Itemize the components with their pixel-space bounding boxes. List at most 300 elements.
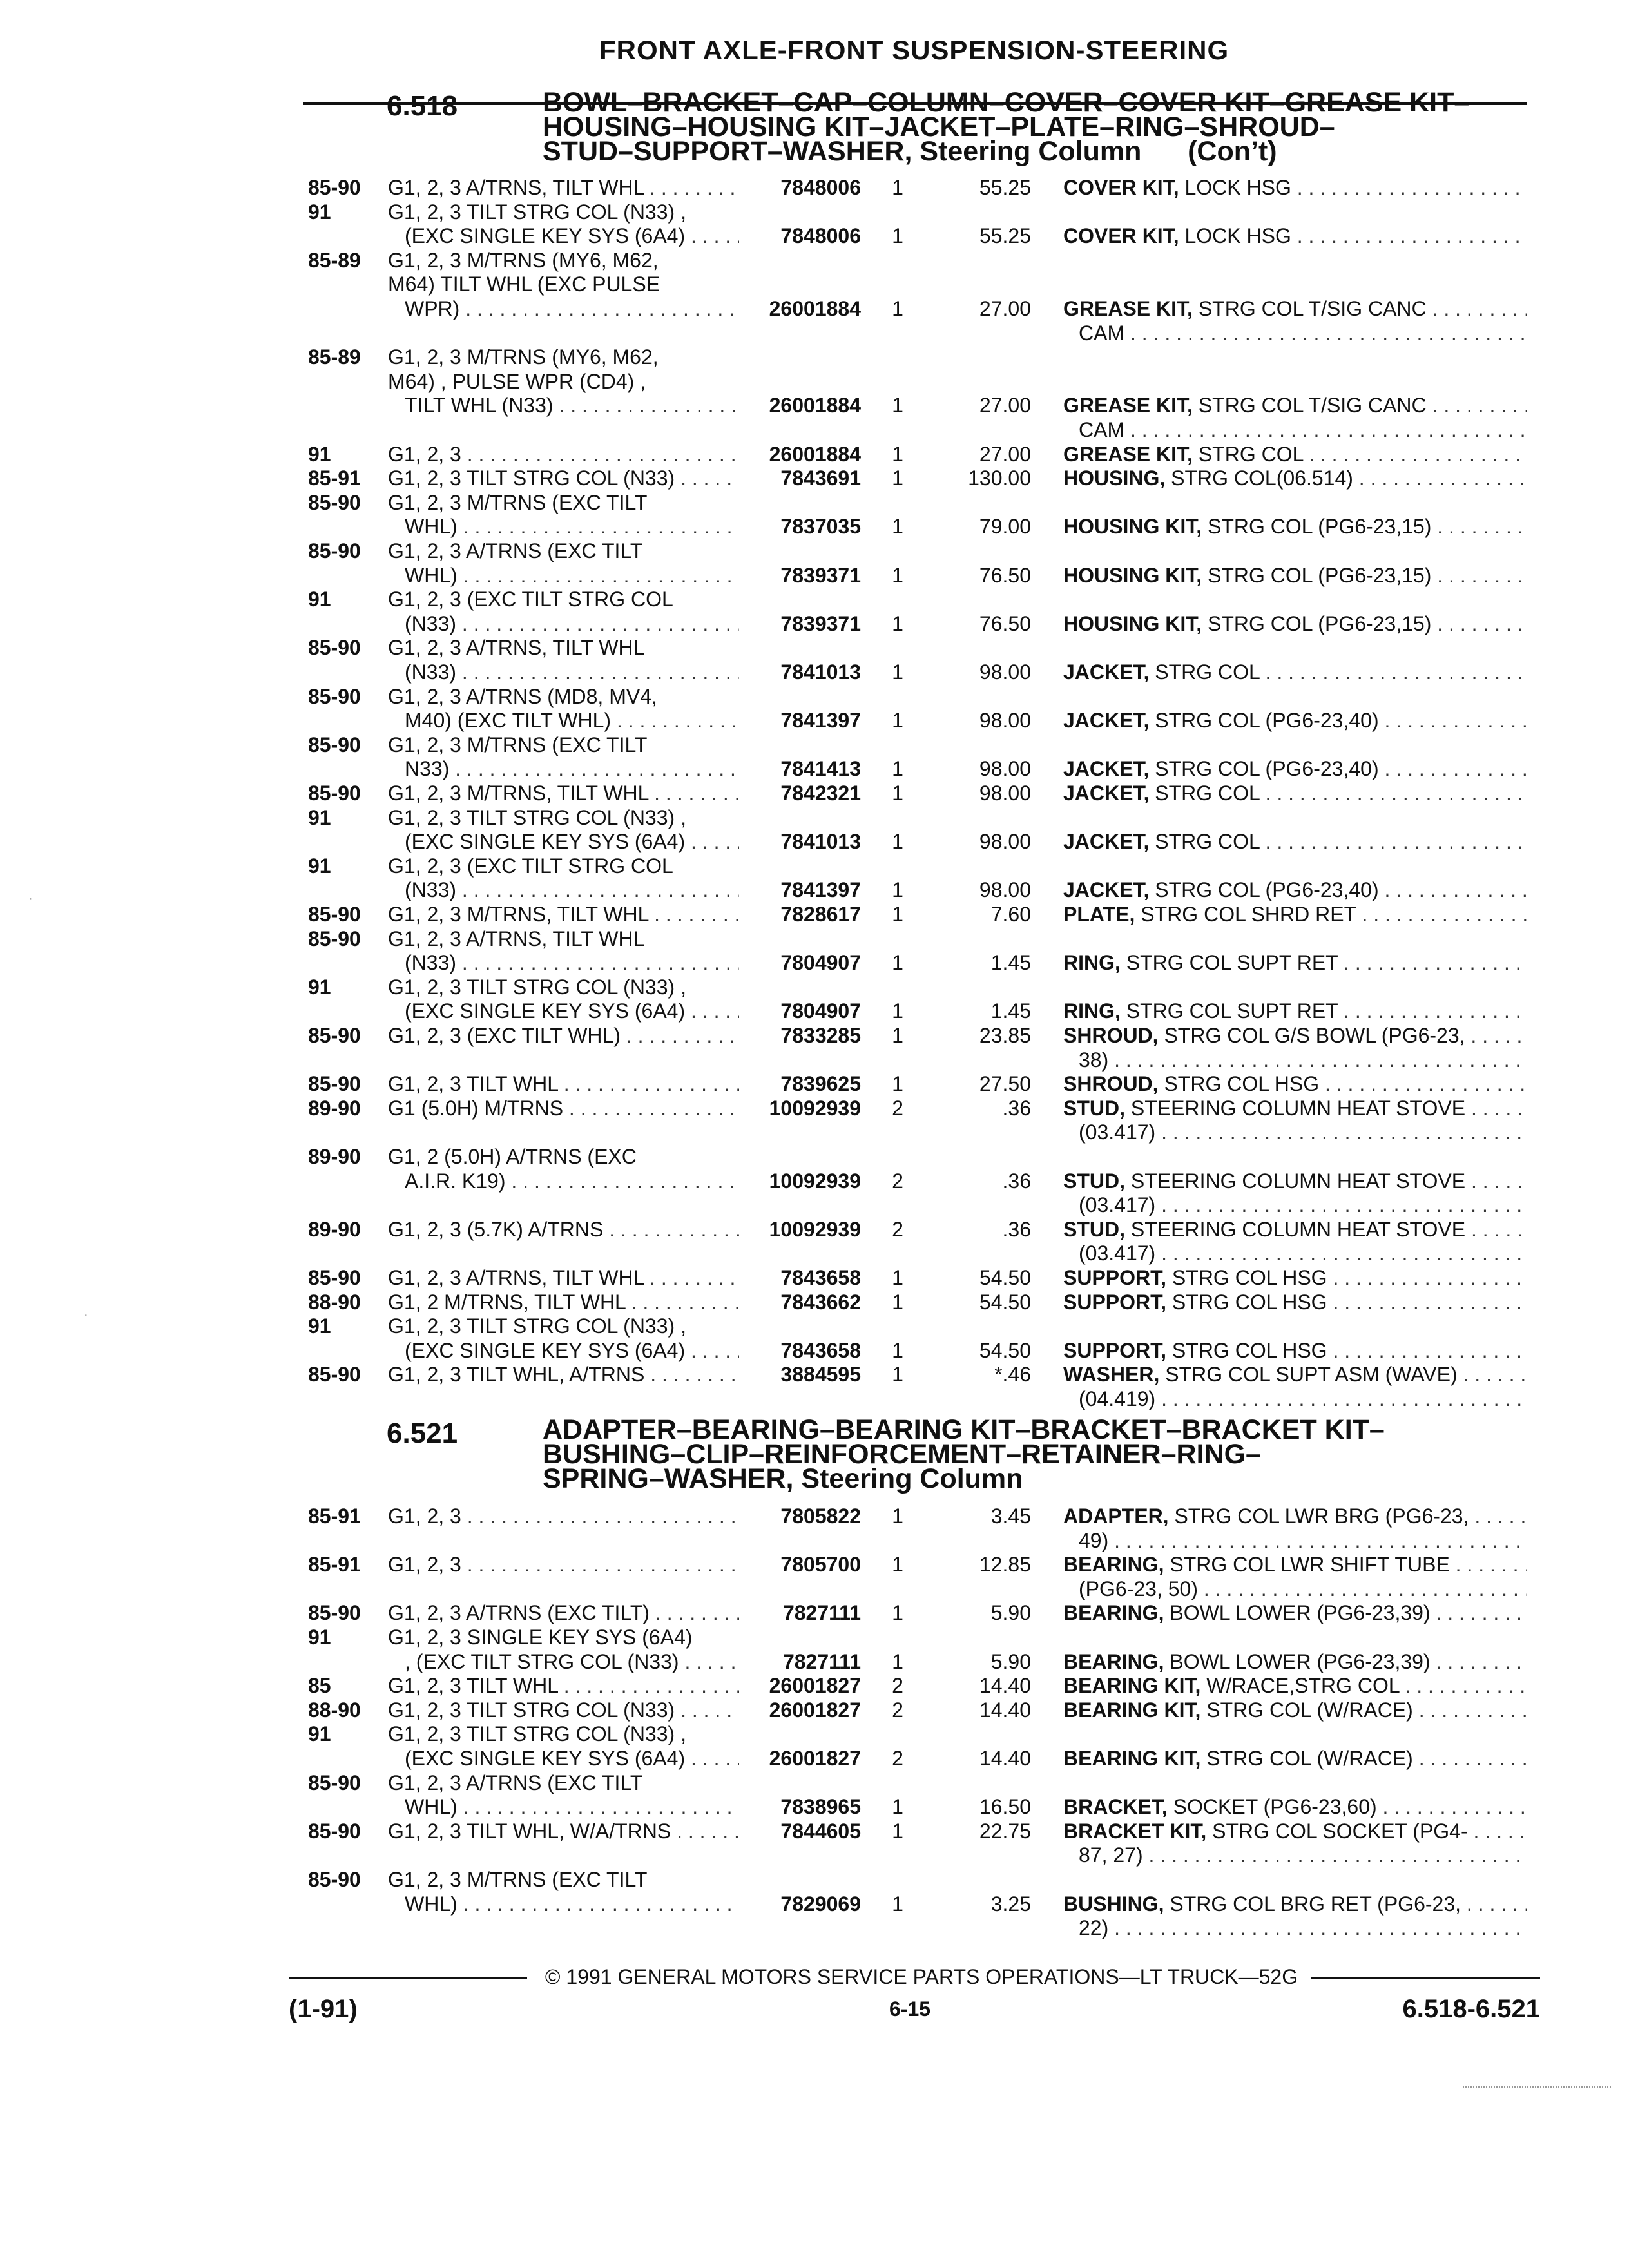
model-year: 91 bbox=[308, 1626, 331, 1649]
part-description bbox=[1063, 756, 1527, 781]
section-number: 6.521 bbox=[387, 1418, 458, 1449]
part-name: GREASE KIT, bbox=[1063, 442, 1193, 466]
quantity: 1 bbox=[892, 1266, 903, 1289]
model-year: 85-89 bbox=[308, 248, 361, 272]
price: .36 bbox=[1002, 1096, 1031, 1120]
part-number: 3884595 bbox=[780, 1363, 861, 1387]
table-row bbox=[0, 1290, 1629, 1314]
table-row bbox=[0, 321, 1629, 345]
model-year: 85-90 bbox=[308, 176, 361, 199]
table-row bbox=[0, 878, 1629, 902]
part-name: STUD, bbox=[1063, 1169, 1125, 1193]
application: G1, 2, 3 TILT STRG COL (N33) . . . bbox=[388, 1698, 739, 1722]
quantity: 2 bbox=[892, 1169, 903, 1193]
part-description bbox=[1063, 1552, 1527, 1577]
application: M64) , PULSE WPR (CD4) , bbox=[388, 369, 646, 393]
part-number: 26001884 bbox=[769, 442, 861, 466]
table-row bbox=[0, 1746, 1629, 1771]
table-row bbox=[0, 1023, 1629, 1048]
quantity: 2 bbox=[892, 1096, 903, 1120]
part-detail: STRG COL SUPT ASM (WAVE) bbox=[1159, 1363, 1458, 1387]
section-title-line bbox=[543, 1463, 1535, 1494]
table-row bbox=[0, 1314, 1629, 1338]
table-row bbox=[0, 1048, 1629, 1072]
part-detail: STRG COL SHRD RET bbox=[1135, 903, 1356, 926]
application: (N33) . . . bbox=[405, 878, 739, 902]
price: 14.40 bbox=[979, 1747, 1031, 1770]
application: G1, 2, 3 (EXC TILT STRG COL bbox=[388, 588, 673, 611]
quantity: 1 bbox=[892, 442, 903, 466]
table-row bbox=[0, 393, 1629, 418]
price: 98.00 bbox=[979, 757, 1031, 781]
table-row bbox=[0, 1600, 1629, 1625]
application: G1, 2 M/TRNS, TILT WHL . . . bbox=[388, 1290, 739, 1314]
section-title bbox=[543, 87, 1535, 167]
part-number: 7841413 bbox=[780, 757, 861, 781]
table-row bbox=[0, 854, 1629, 878]
price: *.46 bbox=[994, 1363, 1031, 1387]
part-detail: LOCK HSG bbox=[1179, 176, 1291, 199]
application: G1, 2 (5.0H) A/TRNS (EXC bbox=[388, 1145, 637, 1168]
price: 98.00 bbox=[979, 830, 1031, 854]
part-detail: STRG COL (PG6-23,40) bbox=[1149, 878, 1379, 902]
part-description bbox=[1063, 466, 1527, 490]
part-detail: STRG COL (W/RACE) bbox=[1200, 1747, 1413, 1770]
part-number: 7843658 bbox=[780, 1338, 861, 1362]
part-number: 7842321 bbox=[780, 782, 861, 805]
table-row bbox=[0, 1144, 1629, 1169]
application: G1, 2, 3 A/TRNS (EXC TILT) . . . bbox=[388, 1600, 739, 1625]
application: M64) TILT WHL (EXC PULSE bbox=[388, 273, 660, 296]
part-number: 26001827 bbox=[769, 1674, 861, 1698]
part-description bbox=[1063, 781, 1527, 805]
part-name: BEARING, bbox=[1063, 1553, 1164, 1577]
price: 14.40 bbox=[979, 1674, 1031, 1698]
table-row bbox=[0, 418, 1629, 442]
application: (N33) . . . bbox=[405, 950, 739, 975]
price: 98.00 bbox=[979, 878, 1031, 902]
table-row bbox=[0, 1892, 1629, 1916]
price: 27.50 bbox=[979, 1072, 1031, 1096]
part-name: JACKET, bbox=[1063, 757, 1150, 781]
scan-artifact-dot: · bbox=[84, 1308, 88, 1322]
part-name: JACKET, bbox=[1063, 782, 1150, 805]
part-number: 7805700 bbox=[780, 1553, 861, 1577]
part-description bbox=[1063, 224, 1527, 248]
part-detail: BOWL LOWER (PG6-23,39) bbox=[1164, 1601, 1431, 1625]
application: G1, 2, 3 M/TRNS (EXC TILT bbox=[388, 733, 648, 756]
table-row bbox=[0, 756, 1629, 781]
model-year: 85-90 bbox=[308, 927, 361, 950]
table-row bbox=[0, 927, 1629, 951]
part-description bbox=[1063, 902, 1527, 927]
application: G1, 2, 3 (EXC TILT WHL) . . . bbox=[388, 1023, 739, 1048]
model-year: 85-90 bbox=[308, 903, 361, 926]
application: A.I.R. K19) . . . bbox=[405, 1169, 739, 1193]
part-detail: STRG COL (PG6-23,15) bbox=[1202, 563, 1432, 587]
part-description bbox=[1063, 1892, 1527, 1916]
part-detail: STRG COL T/SIG CANC bbox=[1192, 394, 1427, 418]
part-name: JACKET, bbox=[1063, 660, 1150, 684]
table-row bbox=[0, 1217, 1629, 1242]
part-description bbox=[1063, 1698, 1527, 1722]
price: 54.50 bbox=[979, 1338, 1031, 1362]
quantity: 1 bbox=[892, 563, 903, 587]
model-year: 88-90 bbox=[308, 1290, 361, 1314]
footer-date: (1-91) bbox=[289, 1995, 358, 2023]
part-number: 7841397 bbox=[780, 878, 861, 902]
application: G1, 2, 3 A/TRNS, TILT WHL . . . bbox=[388, 1265, 739, 1290]
part-number: 7827111 bbox=[782, 1601, 861, 1625]
application: WHL) . . . bbox=[405, 1794, 739, 1819]
part-name: SUPPORT, bbox=[1063, 1338, 1167, 1362]
part-description-cont: CAM . . . bbox=[1079, 321, 1527, 345]
table-row bbox=[0, 272, 1629, 296]
quantity: 1 bbox=[892, 611, 903, 635]
table-row bbox=[0, 999, 1629, 1023]
part-number: 7848006 bbox=[780, 176, 861, 199]
model-year: 88-90 bbox=[308, 1698, 361, 1722]
model-year: 91 bbox=[308, 588, 331, 611]
application: (EXC SINGLE KEY SYS (6A4) . . . bbox=[405, 1746, 739, 1771]
part-detail: STRG COL (PG6-23,15) bbox=[1202, 515, 1432, 539]
application: G1, 2, 3 TILT WHL . . . bbox=[388, 1673, 739, 1698]
quantity: 1 bbox=[892, 903, 903, 926]
part-number: 10092939 bbox=[769, 1169, 861, 1193]
price: 98.00 bbox=[979, 660, 1031, 684]
price: 14.40 bbox=[979, 1698, 1031, 1722]
part-name: BEARING KIT, bbox=[1063, 1674, 1201, 1698]
model-year: 85-90 bbox=[308, 1266, 361, 1289]
part-detail: STRG COL LWR SHIFT TUBE bbox=[1164, 1553, 1450, 1577]
model-year: 85 bbox=[308, 1674, 331, 1698]
price: .36 bbox=[1002, 1217, 1031, 1241]
part-description-cont: 22) . . . bbox=[1079, 1916, 1527, 1940]
application: G1, 2, 3 . . . bbox=[388, 1552, 739, 1577]
application: G1, 2, 3 SINGLE KEY SYS (6A4) bbox=[388, 1626, 693, 1649]
part-description bbox=[1063, 1265, 1527, 1290]
part-name: ADAPTER, bbox=[1063, 1504, 1169, 1528]
part-name: JACKET, bbox=[1063, 709, 1150, 733]
application: G1, 2, 3 (5.7K) A/TRNS . . . bbox=[388, 1217, 739, 1242]
part-name: PLATE, bbox=[1063, 903, 1135, 926]
section-title-line: BOWL–BRACKET–CAP–COLUMN–COVER–COVER KIT–GREASE KIT– bbox=[543, 87, 1470, 118]
table-row bbox=[0, 1819, 1629, 1843]
price: 76.50 bbox=[979, 611, 1031, 635]
table-row bbox=[0, 490, 1629, 515]
footer-rule-right bbox=[1311, 1977, 1540, 1979]
model-year: 85-90 bbox=[308, 1868, 361, 1891]
part-detail: W/RACE,STRG COL bbox=[1200, 1674, 1400, 1698]
part-number: 7839371 bbox=[780, 611, 861, 635]
price: 12.85 bbox=[979, 1553, 1031, 1577]
application: G1, 2, 3 . . . bbox=[388, 442, 739, 466]
price: 76.50 bbox=[979, 563, 1031, 587]
table-row bbox=[0, 1504, 1629, 1528]
application: G1, 2, 3 M/TRNS, TILT WHL . . . bbox=[388, 902, 739, 927]
part-number: 7804907 bbox=[780, 999, 861, 1023]
price: 130.00 bbox=[968, 466, 1031, 490]
table-row bbox=[0, 1916, 1629, 1940]
section-title-line: HOUSING–HOUSING KIT–JACKET–PLATE–RING–SHROUD– bbox=[543, 111, 1335, 142]
model-year: 91 bbox=[308, 1722, 331, 1746]
scan-artifact-dot: · bbox=[28, 892, 33, 906]
model-year: 85-91 bbox=[308, 1553, 361, 1577]
application: M40) (EXC TILT WHL) . . . bbox=[405, 708, 739, 733]
table-row bbox=[0, 1843, 1629, 1867]
application: (EXC SINGLE KEY SYS (6A4) . . . bbox=[405, 999, 739, 1023]
part-description bbox=[1063, 950, 1527, 975]
table-row bbox=[0, 1169, 1629, 1193]
model-year: 85-90 bbox=[308, 1072, 361, 1096]
part-number: 7839371 bbox=[780, 563, 861, 587]
part-detail: STRG COL SOCKET (PG4- bbox=[1206, 1819, 1468, 1843]
table-row bbox=[0, 1698, 1629, 1722]
model-year: 85-91 bbox=[308, 1504, 361, 1528]
table-row bbox=[0, 296, 1629, 321]
part-name: SUPPORT, bbox=[1063, 1290, 1167, 1314]
part-name: JACKET, bbox=[1063, 830, 1150, 854]
application: G1, 2, 3 M/TRNS (MY6, M62, bbox=[388, 248, 659, 272]
part-name: BRACKET, bbox=[1063, 1795, 1168, 1819]
part-number: 7827111 bbox=[782, 1649, 861, 1673]
table-row bbox=[0, 708, 1629, 733]
table-row bbox=[0, 805, 1629, 830]
table-row bbox=[0, 1552, 1629, 1577]
part-name: HOUSING KIT, bbox=[1063, 611, 1202, 635]
part-detail: STRG COL HSG bbox=[1158, 1072, 1320, 1096]
part-description-cont: (03.417) . . . bbox=[1079, 1120, 1527, 1144]
table-row bbox=[0, 660, 1629, 684]
quantity: 1 bbox=[892, 1504, 903, 1528]
model-year: 89-90 bbox=[308, 1145, 361, 1168]
part-description bbox=[1063, 1673, 1527, 1698]
part-detail: STEERING COLUMN HEAT STOVE bbox=[1125, 1169, 1466, 1193]
part-name: COVER KIT, bbox=[1063, 176, 1179, 199]
quantity: 1 bbox=[892, 782, 903, 805]
part-description-cont: (04.419) . . . bbox=[1079, 1387, 1527, 1411]
part-number: 26001884 bbox=[769, 394, 861, 418]
price: .36 bbox=[1002, 1169, 1031, 1193]
model-year: 91 bbox=[308, 200, 331, 224]
quantity: 1 bbox=[892, 1072, 903, 1096]
part-description bbox=[1063, 1217, 1527, 1242]
table-row bbox=[0, 950, 1629, 975]
quantity: 2 bbox=[892, 1674, 903, 1698]
table-row bbox=[0, 684, 1629, 709]
table-row bbox=[0, 1867, 1629, 1892]
table-row bbox=[0, 1096, 1629, 1120]
quantity: 1 bbox=[892, 1553, 903, 1577]
application: G1, 2, 3 TILT STRG COL (N33) . . . bbox=[388, 466, 739, 490]
part-number: 26001884 bbox=[769, 297, 861, 320]
application: G1, 2, 3 M/TRNS (EXC TILT bbox=[388, 490, 648, 514]
part-name: GREASE KIT, bbox=[1063, 394, 1193, 418]
quantity: 1 bbox=[892, 1795, 903, 1819]
table-row bbox=[0, 369, 1629, 394]
table-row bbox=[0, 1072, 1629, 1096]
part-name: HOUSING, bbox=[1063, 466, 1166, 490]
part-name: COVER KIT, bbox=[1063, 224, 1179, 248]
quantity: 1 bbox=[892, 1649, 903, 1673]
quantity: 1 bbox=[892, 297, 903, 320]
price: 3.25 bbox=[990, 1892, 1031, 1916]
model-year: 85-90 bbox=[308, 1601, 361, 1625]
price: 22.75 bbox=[979, 1819, 1031, 1843]
part-number: 7833285 bbox=[780, 1024, 861, 1047]
application: G1, 2, 3 TILT WHL . . . bbox=[388, 1072, 739, 1096]
part-description bbox=[1063, 1338, 1527, 1363]
part-detail: STRG COL (PG6-23,40) bbox=[1149, 757, 1379, 781]
part-number: 7841397 bbox=[780, 709, 861, 733]
table-row bbox=[0, 1577, 1629, 1601]
application: G1, 2, 3 M/TRNS (EXC TILT bbox=[388, 1868, 648, 1891]
quantity: 1 bbox=[892, 1363, 903, 1387]
quantity: 1 bbox=[892, 224, 903, 248]
application: G1, 2, 3 TILT STRG COL (N33) , bbox=[388, 1722, 686, 1746]
model-year: 85-91 bbox=[308, 466, 361, 490]
table-row bbox=[0, 1649, 1629, 1674]
section-title-last: STUD–SUPPORT–WASHER, bbox=[543, 136, 912, 167]
part-description bbox=[1063, 563, 1527, 588]
part-detail: STRG COL HSG bbox=[1166, 1290, 1327, 1314]
table-row bbox=[0, 1528, 1629, 1553]
part-number: 10092939 bbox=[769, 1217, 861, 1241]
model-year: 85-90 bbox=[308, 684, 361, 708]
table-row bbox=[0, 224, 1629, 248]
model-year: 91 bbox=[308, 805, 331, 829]
model-year: 85-90 bbox=[308, 1771, 361, 1794]
part-number: 7839625 bbox=[780, 1072, 861, 1096]
footer-page-number: 6-15 bbox=[889, 1997, 931, 2021]
quantity: 1 bbox=[892, 951, 903, 975]
application: G1, 2, 3 TILT WHL, W/A/TRNS . . . bbox=[388, 1819, 739, 1843]
application: G1, 2, 3 M/TRNS (MY6, M62, bbox=[388, 345, 659, 369]
part-detail: STRG COL G/S BOWL (PG6-23, bbox=[1158, 1024, 1465, 1047]
quantity: 1 bbox=[892, 515, 903, 539]
part-number: 26001827 bbox=[769, 1698, 861, 1722]
part-description bbox=[1063, 1290, 1527, 1314]
quantity: 1 bbox=[892, 1338, 903, 1362]
application: WHL) . . . bbox=[405, 514, 739, 539]
model-year: 85-90 bbox=[308, 1024, 361, 1047]
part-number: 7843658 bbox=[780, 1266, 861, 1289]
price: 98.00 bbox=[979, 782, 1031, 805]
application: G1, 2, 3 A/TRNS, TILT WHL . . . bbox=[388, 175, 739, 200]
table-row bbox=[0, 514, 1629, 539]
table-row bbox=[0, 1794, 1629, 1819]
part-description bbox=[1063, 442, 1527, 466]
part-name: BUSHING, bbox=[1063, 1892, 1164, 1916]
quantity: 2 bbox=[892, 1698, 903, 1722]
application: WHL) . . . bbox=[405, 1892, 739, 1916]
application: (N33) . . . bbox=[405, 611, 739, 636]
part-name: STUD, bbox=[1063, 1096, 1125, 1120]
section-title-last: SPRING–WASHER, bbox=[543, 1463, 794, 1494]
table-row bbox=[0, 1722, 1629, 1746]
application: G1, 2, 3 TILT STRG COL (N33) , bbox=[388, 975, 686, 999]
application: WHL) . . . bbox=[405, 563, 739, 588]
table-row bbox=[0, 635, 1629, 660]
part-name: SHROUD, bbox=[1063, 1072, 1159, 1096]
part-detail: STRG COL (W/RACE) bbox=[1200, 1698, 1413, 1722]
price: 27.00 bbox=[979, 297, 1031, 320]
application: WPR) . . . bbox=[405, 296, 739, 321]
part-description bbox=[1063, 514, 1527, 539]
table-row bbox=[0, 902, 1629, 927]
table-row bbox=[0, 1362, 1629, 1387]
section-title-suffix: Steering Column (Con’t) bbox=[912, 136, 1277, 167]
quantity: 1 bbox=[892, 176, 903, 199]
part-description bbox=[1063, 829, 1527, 854]
price: 5.90 bbox=[990, 1649, 1031, 1673]
application: G1, 2, 3 A/TRNS (MD8, MV4, bbox=[388, 684, 657, 708]
part-name: STUD, bbox=[1063, 1217, 1125, 1241]
part-detail: BOWL LOWER (PG6-23,39) bbox=[1164, 1649, 1431, 1673]
application: (EXC SINGLE KEY SYS (6A4) . . . bbox=[405, 224, 739, 248]
price: 3.45 bbox=[990, 1504, 1031, 1528]
table-row bbox=[0, 1625, 1629, 1649]
quantity: 1 bbox=[892, 394, 903, 418]
part-description-cont: 49) . . . bbox=[1079, 1528, 1527, 1553]
part-number: 7844605 bbox=[780, 1819, 861, 1843]
part-description bbox=[1063, 1169, 1527, 1193]
application: (N33) . . . bbox=[405, 660, 739, 684]
application: G1, 2, 3 TILT WHL, A/TRNS . . . bbox=[388, 1362, 739, 1387]
part-description-cont: (03.417) . . . bbox=[1079, 1193, 1527, 1217]
table-row bbox=[0, 466, 1629, 490]
part-name: JACKET, bbox=[1063, 878, 1150, 902]
quantity: 1 bbox=[892, 1601, 903, 1625]
model-year: 85-90 bbox=[308, 782, 361, 805]
price: 54.50 bbox=[979, 1266, 1031, 1289]
table-row bbox=[0, 1387, 1629, 1411]
table-row bbox=[0, 1241, 1629, 1265]
application: G1, 2, 3 TILT STRG COL (N33) , bbox=[388, 200, 686, 224]
price: 98.00 bbox=[979, 709, 1031, 733]
price: 79.00 bbox=[979, 515, 1031, 539]
quantity: 1 bbox=[892, 466, 903, 490]
application: G1, 2, 3 A/TRNS, TILT WHL bbox=[388, 927, 645, 950]
price: 1.45 bbox=[990, 999, 1031, 1023]
part-detail: STRG COL HSG bbox=[1166, 1266, 1327, 1289]
part-name: SUPPORT, bbox=[1063, 1266, 1167, 1289]
table-row bbox=[0, 1673, 1629, 1698]
part-detail: STRG COL bbox=[1149, 830, 1260, 854]
part-detail: SOCKET (PG6-23,60) bbox=[1167, 1795, 1377, 1819]
part-number: 7804907 bbox=[780, 951, 861, 975]
part-name: BEARING KIT, bbox=[1063, 1698, 1201, 1722]
part-detail: STRG COL bbox=[1192, 442, 1304, 466]
application: TILT WHL (N33) . . . bbox=[405, 393, 739, 418]
part-name: RING, bbox=[1063, 999, 1121, 1023]
footer-copyright: © 1991 GENERAL MOTORS SERVICE PARTS OPERATIONS—LT TRUCK—52G bbox=[545, 1965, 1298, 1988]
part-detail: STEERING COLUMN HEAT STOVE bbox=[1125, 1096, 1466, 1120]
part-description bbox=[1063, 1746, 1527, 1771]
part-name: BEARING, bbox=[1063, 1649, 1164, 1673]
part-number: 10092939 bbox=[769, 1096, 861, 1120]
part-detail: STRG COL LWR BRG (PG6-23, bbox=[1168, 1504, 1469, 1528]
quantity: 2 bbox=[892, 1747, 903, 1770]
table-row bbox=[0, 781, 1629, 805]
part-number: 7838965 bbox=[780, 1795, 861, 1819]
part-detail: STRG COL HSG bbox=[1166, 1338, 1327, 1362]
table-row bbox=[0, 175, 1629, 200]
model-year: 85-90 bbox=[308, 1363, 361, 1387]
application: (EXC SINGLE KEY SYS (6A4) . . . bbox=[405, 829, 739, 854]
part-description bbox=[1063, 1794, 1527, 1819]
part-detail: STRG COL SUPT RET bbox=[1120, 999, 1338, 1023]
